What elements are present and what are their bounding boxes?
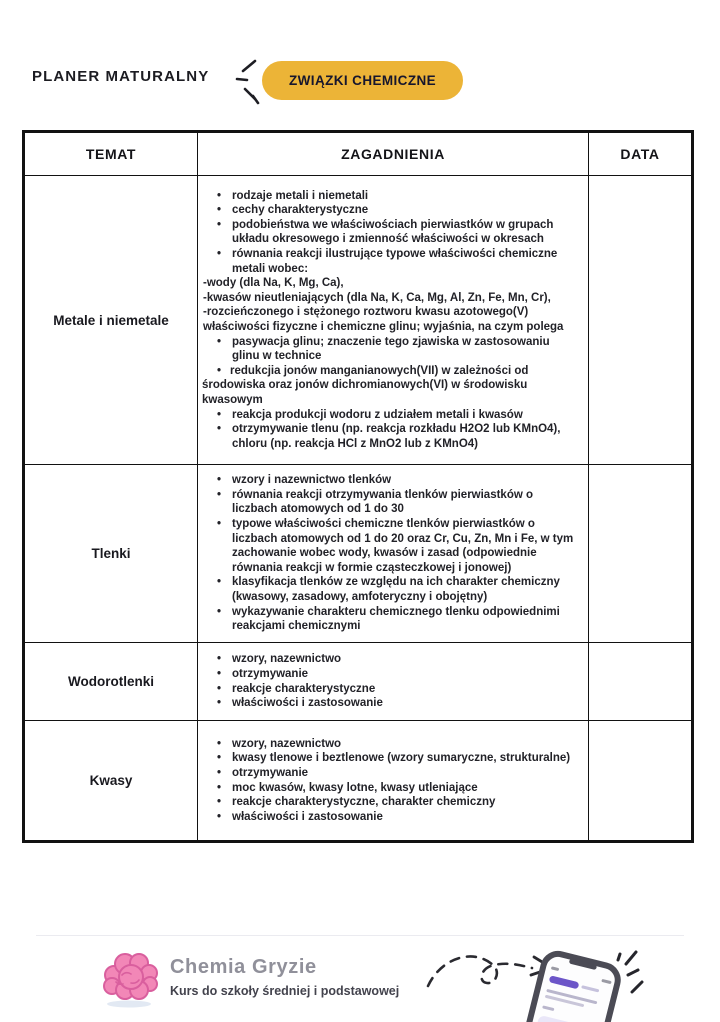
- brand-name: Chemia Gryzie: [170, 956, 317, 978]
- topic-cell: Wodorotlenki: [24, 643, 198, 721]
- burst-lines-icon: [606, 948, 650, 998]
- plain-line: -kwasów nieutleniających (dla Na, K, Ca, Mg, Al, Zn, Fe, Mn, Cr),: [203, 291, 551, 304]
- zagadnienia-cell: [198, 643, 589, 721]
- bullet-text: wzory, nazewnictwo: [232, 737, 342, 750]
- bullet-dot: •: [217, 474, 222, 487]
- bullet-dot: •: [217, 248, 222, 261]
- bullet-text: rodzaje metali i niemetali: [232, 189, 369, 202]
- date-cell: [589, 721, 693, 842]
- topic-cell: Metale i niemetale: [24, 176, 198, 465]
- bullet-dot: •: [217, 576, 222, 589]
- bullet-item: [202, 488, 580, 517]
- bullet-text: podobieństwa we właściwościach pierwiastków w grupach układu okresowego i zmienność właściwości w okresach: [232, 218, 554, 246]
- bullet-dot: •: [217, 189, 222, 202]
- bullet-dot: •: [217, 781, 222, 794]
- plain-line: -wody (dla Na, K, Mg, Ca),: [203, 277, 344, 290]
- bullet-item: [202, 218, 580, 247]
- bullet-dot: •: [217, 408, 222, 421]
- bullet-dot: •: [217, 488, 222, 501]
- bullet-text: reakcje charakterystyczne, charakter chemiczny: [232, 796, 496, 809]
- bullet-dot: •: [217, 423, 222, 436]
- bullet-item: [202, 189, 580, 204]
- footer-divider: [36, 935, 684, 936]
- bullet-text: równania reakcji ilustrujące typowe właściwości chemiczne metali wobec:: [232, 248, 558, 275]
- table-row: [24, 643, 693, 721]
- bullet-item: [202, 810, 580, 825]
- brand-tagline: Kurs do szkoły średniej i podstawowej: [170, 984, 400, 998]
- header-temat: TEMAT: [24, 132, 198, 176]
- table-row: [24, 465, 693, 643]
- date-cell: [589, 176, 693, 465]
- page-title: PLANER MATURALNY: [32, 68, 210, 85]
- bullet-dot: •: [217, 653, 222, 666]
- topic-cell: Kwasy: [24, 721, 198, 842]
- bullet-item: [202, 473, 580, 488]
- bullet-dot: •: [217, 810, 222, 823]
- planner-table: [22, 130, 694, 843]
- topic-badge-label: ZWIĄZKI CHEMICZNE: [289, 73, 437, 88]
- bullet-item: [202, 682, 580, 697]
- bullet-text: wzory, nazewnictwo: [232, 653, 342, 666]
- bullet-text: typowe właściwości chemiczne tlenków pierwiastków o liczbach atomowych od 1 do 20 oraz Cr, Cu, Zn, Mn i Fe, w tym zachowanie wobec wody, kwasów i zasad (odpowiednie równania reakcji w formie cząsteczkowej i jonowej): [232, 518, 574, 574]
- bullet-text: otrzymywanie: [232, 766, 309, 779]
- sparkle-burst-icon: [233, 55, 261, 107]
- header-zagadnienia: ZAGADNIENIA: [198, 132, 589, 176]
- date-cell: [589, 643, 693, 721]
- topic-badge: [262, 61, 463, 100]
- bullet-dot: •: [217, 752, 222, 765]
- bullet-item: [202, 408, 580, 423]
- header-data: DATA: [589, 132, 693, 176]
- bullet-item: [202, 605, 580, 634]
- bullet-item: [202, 696, 580, 711]
- bullet-item: [202, 667, 580, 682]
- bullet-item: [202, 422, 580, 451]
- bullet-dot: •: [217, 766, 222, 779]
- zagadnienia-cell: [198, 721, 589, 842]
- bullet-text: wzory i nazewnictwo tlenków: [232, 474, 392, 487]
- bullet-text: wykazywanie charakteru chemicznego tlenku odpowiednimi reakcjami chemicznymi: [232, 605, 560, 633]
- bullet-item: [202, 247, 580, 276]
- bullet-dot: •: [217, 796, 222, 809]
- bullet-item: [202, 737, 580, 752]
- bullet-text: reakcje charakterystyczne: [232, 682, 376, 695]
- zagadnienia-cell: [198, 176, 589, 465]
- table-header-row: [24, 132, 693, 176]
- bullet-item: [202, 751, 580, 766]
- bullet-item: [202, 795, 580, 810]
- bullet-dot: •: [217, 218, 222, 231]
- bullet-item: [202, 517, 580, 575]
- bullet-dot: •: [217, 605, 222, 618]
- bullet-dot: •: [217, 518, 222, 531]
- zagadnienia-cell: [198, 465, 589, 643]
- bullet-text: klasyfikacja tlenków ze względu na ich charakter chemiczny (kwasowy, zasadowy, amfoteryczny i obojętny): [232, 576, 560, 603]
- bullet-item: [202, 335, 580, 364]
- plain-line: właściwości fizyczne i chemiczne glinu; wyjaśnia, na czym polega: [203, 321, 564, 333]
- bullet-dot: •: [217, 204, 222, 217]
- bullet-text: równania reakcji otrzymywania tlenków pierwiastków o liczbach atomowych od 1 do 30: [232, 488, 534, 516]
- bullet-text: otrzymywanie tlenu (np. reakcja rozkładu H2O2 lub KMnO4), chloru (np. reakcja HCl z MnO2 lub z KMnO4): [232, 423, 561, 450]
- bullet-text: redukcjia jonów manganianowych(VII) w zależności od środowiska oraz jonów dichromianowych(VI) w środowisku kwasowym: [202, 364, 529, 406]
- bullet-dot: •: [217, 667, 222, 680]
- bullet-text: cechy charakterystyczne: [232, 204, 369, 217]
- table-row: [24, 721, 693, 842]
- bullet-dot: •: [217, 335, 222, 348]
- table-row: [24, 176, 693, 465]
- bullet-text: otrzymywanie: [232, 667, 309, 680]
- bullet-dot: •: [217, 697, 222, 710]
- bullet-dot: •: [217, 682, 222, 695]
- plain-line: -rozcieńczonego i stężonego roztworu kwasu azotowego(V): [203, 306, 529, 319]
- bullet-item: [202, 575, 580, 604]
- date-cell: [589, 465, 693, 643]
- bullet-item: [202, 766, 580, 781]
- bullet-dot: •: [217, 364, 222, 377]
- bullet-text: właściwości i zastosowanie: [232, 810, 383, 823]
- bullet-item: [202, 364, 580, 408]
- bullet-text: reakcja produkcji wodoru z udziałem metali i kwasów: [232, 408, 523, 421]
- bullet-item: [202, 652, 580, 667]
- bullet-item: [202, 781, 580, 796]
- brain-logo-icon: [98, 947, 162, 1009]
- bullet-dot: •: [217, 737, 222, 750]
- bullet-item: [202, 203, 580, 218]
- bullet-text: kwasy tlenowe i beztlenowe (wzory sumaryczne, strukturalne): [232, 752, 571, 765]
- bullet-text: moc kwasów, kwasy lotne, kwasy utleniające: [232, 781, 478, 794]
- bullet-text: właściwości i zastosowanie: [232, 697, 383, 710]
- topic-cell: Tlenki: [24, 465, 198, 643]
- table-body: [24, 176, 693, 842]
- bullet-text: pasywacja glinu; znaczenie tego zjawiska w zastosowaniu glinu w technice: [232, 335, 550, 363]
